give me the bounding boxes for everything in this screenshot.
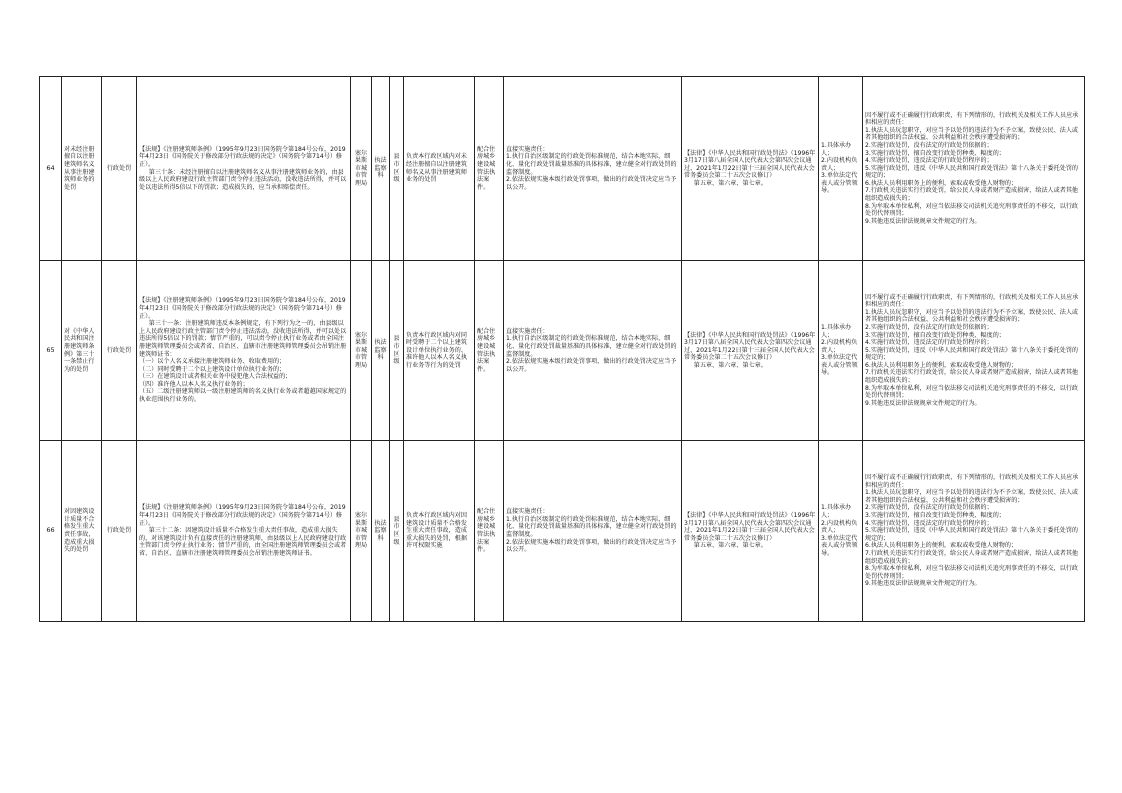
accountability: 因不履行或不正确履行行政职责，有下列情形的，行政机关及相关工作人员应承担相应的责任： 1.执法人员玩忽职守，对应当予以处罚的违法行为不予立案，致使公民、法人或者其他组织的合法权益、公共利益和社会秩序遭受损害的； 2.实施行政处罚，没有法定的行政处罚依据的； 3.实施行政处罚，擅自改变行政处罚种类、幅度的； 4.实施行政处罚，违反法定的行政处罚程序的； 5.实施行政处罚，违反《中华人民共和国行政处罚法》第十八条关于委托处罚的规定的； 6.执法人员利用职务上的便利，索取或收受他人财物的； 7.行政机关违法实行行政处罚，给公民人身或者财产造成损害，给法人或者其他组织造成损失的； 8.为牟取本单位私利，对应当依法移交司法机关追究刑事责任的不移交，以行政处罚代替刑罚； 9.其他违反法律法规规章文件规定的行为。 [863, 441, 1085, 622]
basis-intro: 【法规】《注册建筑师条例》（1995年9月23日国务院令第184号公布，2019年4月23日《国务院关于修改部分行政法规的决定》（国务院令第714号）修正）。 [139, 145, 346, 168]
implementation: 直接实施责任： 1.执行自治区级制定的行政处罚标准规范，结合本地实际，细化、量化行政处罚裁量基准的具体标准，建立健全对行政处罚的监督制度。 2.依法依规实施本级行政处罚事项，做出的行政处罚决定应当予以公开。 [504, 261, 682, 441]
legal-basis-cell [137, 77, 351, 261]
table-row [40, 77, 1085, 261]
row-number: 65 [40, 261, 62, 441]
law-basis-cell [682, 261, 819, 441]
responsibility: 负责本行政区域内对未经注册擅自以注册建筑师名义从事注册建筑师业务的处罚 [404, 77, 475, 261]
row-number: 64 [40, 77, 62, 261]
responsibility: 负责本行政区域内对因建筑设计质量不合格发生重大责任事故，造成重大损失的处罚，根据许可权限实施 [404, 441, 475, 622]
law-basis-head: 【法律】《中华人民共和国行政处罚法》（1996年3月17日第八届全国人民代表大会第四次会议通过，2021年1月22日第十三届全国人民代表大会常务委员会第二十五次会议修订） [684, 331, 816, 362]
cooperation: 配合住房城乡建设城管法执法案件。 [475, 441, 504, 622]
table-row [40, 441, 1085, 622]
item-name: 对未经注册擅自以注册建筑师名义从事注册建筑师业务的处罚 [62, 77, 102, 261]
basis-intro: 【法规】《注册建筑师条例》（1995年9月23日国务院令第184号公布，2019年4月23日《国务院关于修改部分行政法规的决定》（国务院令第714号）修正）。 [139, 504, 346, 527]
implementation: 直接实施责任： 1.执行自治区级制定的行政处罚标准规范，结合本地实际，细化、量化行政处罚裁量基准的具体标准，建立健全对行政处罚的监督制度。 2.依法依规实施本级行政处罚事项，做出的行政处罚决定应当予以公开。 [504, 441, 682, 622]
basis-article: 第三十二条：因建筑设计质量不合格发生重大责任事故，造成重大损失的，对该建筑设计负有直接责任的注册建筑师，由县级以上人民政府建设行政主管部门责令停止执行业务；情节严重的，由全国注册建筑师管理委员会或者省、自治区、直辖市注册建筑师管理委员会吊销注册建筑师证书。 [139, 527, 347, 557]
cooperation: 配合住房城乡建设城管法执法案件。 [475, 261, 504, 441]
table-row [40, 261, 1085, 441]
dept-unit: 执法监察科 [372, 441, 390, 622]
law-basis-cell [682, 441, 819, 622]
responsibility-list-table [39, 76, 1085, 622]
responsible-subject: 1.具体承办人； 2.内设机构负责人； 3.单位法定代表人或分管领导。 [819, 441, 863, 622]
item-category: 行政处罚 [102, 77, 137, 261]
law-basis-cell [682, 77, 819, 261]
basis-article: 第三十条：未经注册擅自以注册建筑师名义从事注册建筑师业务的，由县级以上人民政府建设行政主管部门责令停止违法活动，没收违法所得，并可以处以违法所得5倍以下的罚款；造成损失的，应当承担赔偿责任。 [139, 168, 347, 191]
responsibility: 负责本行政区域内对同时受聘于二个以上建筑设计单位执行业务的、准许他人以本人名义执行业务等行为的处罚 [404, 261, 475, 441]
law-basis-chapters: 第五章、第六章、第七章。 [693, 179, 767, 187]
law-basis-chapters: 第五章、第六章、第七章。 [693, 361, 767, 369]
dept-unit: 执法监察科 [372, 261, 390, 441]
basis-intro: 【法规】《注册建筑师条例》（1995年9月23日国务院令第184号公布，2019年4月23日《国务院关于修改部分行政法规的决定》（国务院令第714号）修正）。 [139, 297, 346, 320]
dept-unit: 执法监察科 [372, 77, 390, 261]
basis-article: 第三十一条：注册建筑师违反本条例规定，有下列行为之一的，由县级以上人民政府建设行政主管部门责令停止违法活动，没收违法所得，并可以处以违法所得5倍以下的罚款；情节严重的，可以责令停止执行业务或者由全国注册建筑师管理委员会或者省、自治区、直辖市注册建筑师管理委员会吊销注册建筑师证书： [139, 320, 347, 358]
department: 塞尔果斯市城市管理局 [351, 77, 372, 261]
responsible-subject: 1.具体承办人； 2.内设机构负责人； 3.单位法定代表人或分管领导。 [819, 261, 863, 441]
law-basis-chapters: 第五章、第六章、第七章。 [693, 542, 767, 550]
law-basis-head: 【法律】《中华人民共和国行政处罚法》（1996年3月17日第八届全国人民代表大会第四次会议通过，2021年1月22日第十三届全国人民代表大会常务委员会第二十五次会议修订） [684, 149, 816, 180]
level: 县市区级 [390, 77, 404, 261]
department: 塞尔果斯市城市管理局 [351, 261, 372, 441]
cooperation: 配合住房城乡建设城管法执法案件。 [475, 77, 504, 261]
item-category: 行政处罚 [102, 441, 137, 622]
item-name: 对《中华人民共和国注册建筑师条例》第三十一条禁止行为的处罚 [62, 261, 102, 441]
basis-list: （一）以个人名义承接注册建筑师业务、收取费用的； （二）同时受聘于二个以上建筑设计单位执行业务的； （三）在建筑设计或者相关业务中侵犯他人合法权益的； （四）准许他人以本人名义执行业务的； （五）二级注册建筑师以一级注册建筑师的名义执行业务或者超越国家规定的执业范围执行业务的。 [139, 358, 347, 404]
accountability: 因不履行或不正确履行行政职责，有下列情形的，行政机关及相关工作人员应承担相应的责任： 1.执法人员玩忽职守，对应当予以处罚的违法行为不予立案，致使公民、法人或者其他组织的合法权益、公共利益和社会秩序遭受损害的； 2.实施行政处罚，没有法定的行政处罚依据的； 3.实施行政处罚，擅自改变行政处罚种类、幅度的； 4.实施行政处罚，违反法定的行政处罚程序的； 5.实施行政处罚，违反《中华人民共和国行政处罚法》第十八条关于委托处罚的规定的； 6.执法人员利用职务上的便利，索取或收受他人财物的； 7.行政机关违法实行行政处罚，给公民人身或者财产造成损害，给法人或者其他组织造成损失的； 8.为牟取本单位私利，对应当依法移交司法机关追究刑事责任的不移交，以行政处罚代替刑罚； 9.其他违反法律法规规章文件规定的行为。 [863, 261, 1085, 441]
legal-basis-cell [137, 261, 351, 441]
level: 县市区级 [390, 261, 404, 441]
law-basis-head: 【法律】《中华人民共和国行政处罚法》（1996年3月17日第八届全国人民代表大会第四次会议通过，2021年1月22日第十三届全国人民代表大会常务委员会第二十五次会议修订） [684, 512, 816, 542]
responsible-subject: 1.具体承办人； 2.内设机构负责人； 3.单位法定代表人或分管领导。 [819, 77, 863, 261]
item-name: 对因建筑设计质量不合格发生重大责任事故，造成重大损失的处罚 [62, 441, 102, 622]
row-number: 66 [40, 441, 62, 622]
level: 县市区级 [390, 441, 404, 622]
accountability: 因不履行或不正确履行行政职责，有下列情形的，行政机关及相关工作人员应承担相应的责任： 1.执法人员玩忽职守，对应当予以处罚的违法行为不予立案，致使公民、法人或者其他组织的合法权益、公共利益和社会秩序遭受损害的； 2.实施行政处罚，没有法定的行政处罚依据的； 3.实施行政处罚，擅自改变行政处罚种类、幅度的； 4.实施行政处罚，违反法定的行政处罚程序的； 5.实施行政处罚，违反《中华人民共和国行政处罚法》第十八条关于委托处罚的规定的； 6.执法人员利用职务上的便利，索取或收受他人财物的； 7.行政机关违法实行行政处罚，给公民人身或者财产造成损害，给法人或者其他组织造成损失的； 8.为牟取本单位私利，对应当依法移交司法机关追究刑事责任的不移交，以行政处罚代替刑罚； 9.其他违反法律法规规章文件规定的行为。 [863, 77, 1085, 261]
department: 塞尔果斯市城市管理局 [351, 441, 372, 622]
legal-basis-cell [137, 441, 351, 622]
item-category: 行政处罚 [102, 261, 137, 441]
implementation: 直接实施责任： 1.执行自治区级制定的行政处罚标准规范，结合本地实际，细化、量化行政处罚裁量基准的具体标准，建立健全对行政处罚的监督制度。 2.依法依规实施本级行政处罚事项，做出的行政处罚决定应当予以公开。 [504, 77, 682, 261]
